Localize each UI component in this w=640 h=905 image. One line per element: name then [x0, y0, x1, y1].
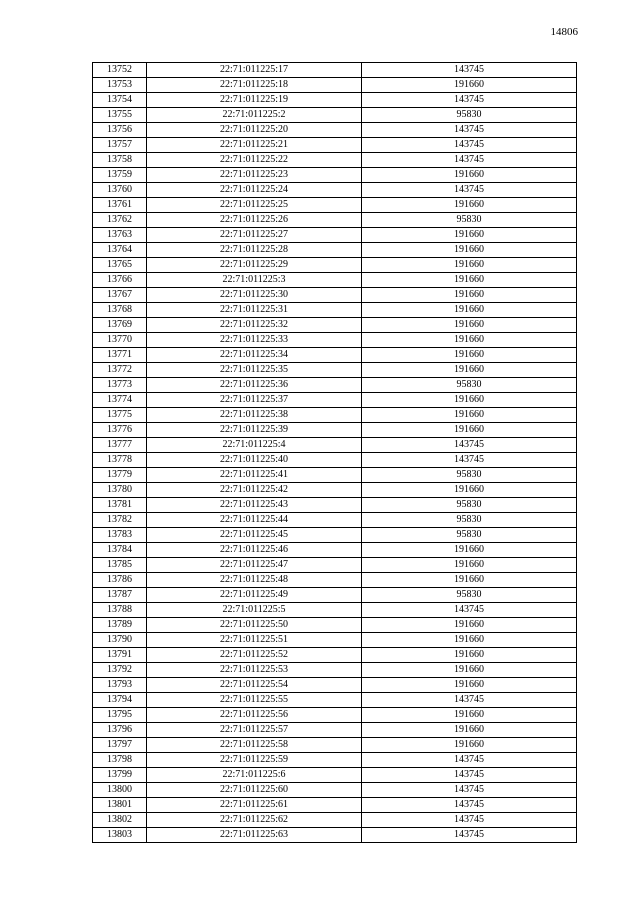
- row-number-cell: 13767: [93, 288, 147, 303]
- cadastral-number-cell: 22:71:011225:5: [147, 603, 362, 618]
- cadastral-number-cell: 22:71:011225:20: [147, 123, 362, 138]
- table-row: [93, 438, 577, 453]
- row-number-cell: 13761: [93, 198, 147, 213]
- cadastral-number-cell: 22:71:011225:58: [147, 738, 362, 753]
- table-row: [93, 513, 577, 528]
- cadastral-number-cell: 22:71:011225:4: [147, 438, 362, 453]
- cadastral-number-cell: 22:71:011225:36: [147, 378, 362, 393]
- row-number-cell: 13787: [93, 588, 147, 603]
- table-row: [93, 483, 577, 498]
- table-row: [93, 348, 577, 363]
- table-row: [93, 783, 577, 798]
- row-number-cell: 13770: [93, 333, 147, 348]
- table-row: [93, 708, 577, 723]
- cadastral-number-cell: 22:71:011225:40: [147, 453, 362, 468]
- table-row: [93, 558, 577, 573]
- cadastral-number-cell: 22:71:011225:50: [147, 618, 362, 633]
- cadastral-number-cell: 22:71:011225:52: [147, 648, 362, 663]
- table-row: [93, 753, 577, 768]
- cadastral-number-cell: 22:71:011225:56: [147, 708, 362, 723]
- cadastral-number-cell: 22:71:011225:19: [147, 93, 362, 108]
- table-row: [93, 543, 577, 558]
- value-cell: 191660: [362, 288, 577, 303]
- cadastral-number-cell: 22:71:011225:45: [147, 528, 362, 543]
- table-row: [93, 273, 577, 288]
- table-row: [93, 738, 577, 753]
- row-number-cell: 13765: [93, 258, 147, 273]
- table-row: [93, 648, 577, 663]
- page-number: 14806: [550, 26, 578, 38]
- cadastral-number-cell: 22:71:011225:3: [147, 273, 362, 288]
- cadastral-number-cell: 22:71:011225:43: [147, 498, 362, 513]
- table-row: [93, 183, 577, 198]
- cadastral-number-cell: 22:71:011225:33: [147, 333, 362, 348]
- row-number-cell: 13775: [93, 408, 147, 423]
- row-number-cell: 13778: [93, 453, 147, 468]
- row-number-cell: 13783: [93, 528, 147, 543]
- value-cell: 143745: [362, 783, 577, 798]
- table-row: [93, 798, 577, 813]
- table-row: [93, 303, 577, 318]
- row-number-cell: 13792: [93, 663, 147, 678]
- value-cell: 191660: [362, 363, 577, 378]
- value-cell: 143745: [362, 438, 577, 453]
- cadastral-number-cell: 22:71:011225:29: [147, 258, 362, 273]
- row-number-cell: 13774: [93, 393, 147, 408]
- value-cell: 95830: [362, 498, 577, 513]
- cadastral-number-cell: 22:71:011225:27: [147, 228, 362, 243]
- table-row: [93, 378, 577, 393]
- row-number-cell: 13780: [93, 483, 147, 498]
- table-row: [93, 228, 577, 243]
- value-cell: 191660: [362, 738, 577, 753]
- row-number-cell: 13776: [93, 423, 147, 438]
- row-number-cell: 13791: [93, 648, 147, 663]
- value-cell: 143745: [362, 753, 577, 768]
- value-cell: 95830: [362, 528, 577, 543]
- row-number-cell: 13797: [93, 738, 147, 753]
- value-cell: 191660: [362, 258, 577, 273]
- cadastral-number-cell: 22:71:011225:39: [147, 423, 362, 438]
- value-cell: 143745: [362, 693, 577, 708]
- value-cell: 143745: [362, 828, 577, 843]
- cadastral-number-cell: 22:71:011225:51: [147, 633, 362, 648]
- value-cell: 191660: [362, 648, 577, 663]
- value-cell: 95830: [362, 378, 577, 393]
- table-row: [93, 198, 577, 213]
- value-cell: 191660: [362, 633, 577, 648]
- table-row: [93, 258, 577, 273]
- table-row: [93, 138, 577, 153]
- table-row: [93, 588, 577, 603]
- table-row: [93, 663, 577, 678]
- table-row: [93, 828, 577, 843]
- value-cell: 191660: [362, 348, 577, 363]
- row-number-cell: 13773: [93, 378, 147, 393]
- cadastral-number-cell: 22:71:011225:22: [147, 153, 362, 168]
- table-row: [93, 153, 577, 168]
- value-cell: 143745: [362, 153, 577, 168]
- cadastral-number-cell: 22:71:011225:48: [147, 573, 362, 588]
- table-row: [93, 168, 577, 183]
- value-cell: 191660: [362, 678, 577, 693]
- value-cell: 191660: [362, 393, 577, 408]
- cadastral-number-cell: 22:71:011225:35: [147, 363, 362, 378]
- value-cell: 95830: [362, 588, 577, 603]
- value-cell: 95830: [362, 513, 577, 528]
- cadastral-number-cell: 22:71:011225:44: [147, 513, 362, 528]
- table-row: [93, 213, 577, 228]
- table-row: [93, 78, 577, 93]
- row-number-cell: 13784: [93, 543, 147, 558]
- cadastral-number-cell: 22:71:011225:26: [147, 213, 362, 228]
- value-cell: 191660: [362, 78, 577, 93]
- cadastral-number-cell: 22:71:011225:57: [147, 723, 362, 738]
- value-cell: 143745: [362, 123, 577, 138]
- value-cell: 191660: [362, 243, 577, 258]
- value-cell: 143745: [362, 183, 577, 198]
- row-number-cell: 13800: [93, 783, 147, 798]
- table-row: [93, 468, 577, 483]
- value-cell: 95830: [362, 213, 577, 228]
- table-row: [93, 603, 577, 618]
- row-number-cell: 13772: [93, 363, 147, 378]
- row-number-cell: 13759: [93, 168, 147, 183]
- value-cell: 143745: [362, 798, 577, 813]
- table-row: [93, 768, 577, 783]
- value-cell: 191660: [362, 333, 577, 348]
- table-row: [93, 813, 577, 828]
- cadastral-number-cell: 22:71:011225:30: [147, 288, 362, 303]
- cadastral-number-cell: 22:71:011225:23: [147, 168, 362, 183]
- value-cell: 143745: [362, 138, 577, 153]
- value-cell: 191660: [362, 228, 577, 243]
- table-row: [93, 633, 577, 648]
- cadastral-number-cell: 22:71:011225:59: [147, 753, 362, 768]
- row-number-cell: 13752: [93, 63, 147, 78]
- cadastral-number-cell: 22:71:011225:31: [147, 303, 362, 318]
- row-number-cell: 13763: [93, 228, 147, 243]
- table-row: [93, 678, 577, 693]
- row-number-cell: 13754: [93, 93, 147, 108]
- row-number-cell: 13802: [93, 813, 147, 828]
- row-number-cell: 13762: [93, 213, 147, 228]
- table-body: [93, 63, 577, 843]
- cadastral-number-cell: 22:71:011225:63: [147, 828, 362, 843]
- row-number-cell: 13796: [93, 723, 147, 738]
- cadastral-number-cell: 22:71:011225:25: [147, 198, 362, 213]
- data-table: [92, 62, 577, 843]
- row-number-cell: 13790: [93, 633, 147, 648]
- cadastral-number-cell: 22:71:011225:38: [147, 408, 362, 423]
- cadastral-number-cell: 22:71:011225:21: [147, 138, 362, 153]
- cadastral-number-cell: 22:71:011225:46: [147, 543, 362, 558]
- row-number-cell: 13798: [93, 753, 147, 768]
- row-number-cell: 13764: [93, 243, 147, 258]
- value-cell: 191660: [362, 168, 577, 183]
- value-cell: 143745: [362, 813, 577, 828]
- cadastral-number-cell: 22:71:011225:32: [147, 318, 362, 333]
- row-number-cell: 13795: [93, 708, 147, 723]
- value-cell: 191660: [362, 273, 577, 288]
- cadastral-number-cell: 22:71:011225:37: [147, 393, 362, 408]
- row-number-cell: 13771: [93, 348, 147, 363]
- table-row: [93, 108, 577, 123]
- value-cell: 191660: [362, 708, 577, 723]
- row-number-cell: 13803: [93, 828, 147, 843]
- cadastral-number-cell: 22:71:011225:54: [147, 678, 362, 693]
- row-number-cell: 13793: [93, 678, 147, 693]
- value-cell: 191660: [362, 318, 577, 333]
- value-cell: 191660: [362, 423, 577, 438]
- value-cell: 95830: [362, 468, 577, 483]
- table-row: [93, 93, 577, 108]
- table-row: [93, 243, 577, 258]
- cadastral-number-cell: 22:71:011225:42: [147, 483, 362, 498]
- cadastral-number-cell: 22:71:011225:41: [147, 468, 362, 483]
- row-number-cell: 13785: [93, 558, 147, 573]
- value-cell: 191660: [362, 723, 577, 738]
- cadastral-number-cell: 22:71:011225:28: [147, 243, 362, 258]
- row-number-cell: 13768: [93, 303, 147, 318]
- row-number-cell: 13777: [93, 438, 147, 453]
- value-cell: 191660: [362, 408, 577, 423]
- table-row: [93, 723, 577, 738]
- table-row: [93, 408, 577, 423]
- cadastral-number-cell: 22:71:011225:18: [147, 78, 362, 93]
- row-number-cell: 13755: [93, 108, 147, 123]
- row-number-cell: 13794: [93, 693, 147, 708]
- cadastral-number-cell: 22:71:011225:34: [147, 348, 362, 363]
- table-row: [93, 288, 577, 303]
- table-row: [93, 498, 577, 513]
- cadastral-number-cell: 22:71:011225:17: [147, 63, 362, 78]
- row-number-cell: 13766: [93, 273, 147, 288]
- row-number-cell: 13769: [93, 318, 147, 333]
- value-cell: 143745: [362, 603, 577, 618]
- value-cell: 191660: [362, 663, 577, 678]
- value-cell: 143745: [362, 768, 577, 783]
- cadastral-number-cell: 22:71:011225:53: [147, 663, 362, 678]
- value-cell: 191660: [362, 573, 577, 588]
- value-cell: 191660: [362, 618, 577, 633]
- cadastral-number-cell: 22:71:011225:55: [147, 693, 362, 708]
- value-cell: 191660: [362, 483, 577, 498]
- cadastral-number-cell: 22:71:011225:61: [147, 798, 362, 813]
- value-cell: 143745: [362, 453, 577, 468]
- row-number-cell: 13786: [93, 573, 147, 588]
- cadastral-number-cell: 22:71:011225:2: [147, 108, 362, 123]
- value-cell: 95830: [362, 108, 577, 123]
- value-cell: 191660: [362, 558, 577, 573]
- table-row: [93, 318, 577, 333]
- value-cell: 191660: [362, 543, 577, 558]
- value-cell: 191660: [362, 198, 577, 213]
- row-number-cell: 13760: [93, 183, 147, 198]
- table-row: [93, 423, 577, 438]
- value-cell: 143745: [362, 93, 577, 108]
- row-number-cell: 13788: [93, 603, 147, 618]
- value-cell: 143745: [362, 63, 577, 78]
- cadastral-number-cell: 22:71:011225:47: [147, 558, 362, 573]
- value-cell: 191660: [362, 303, 577, 318]
- table-row: [93, 693, 577, 708]
- cadastral-number-cell: 22:71:011225:49: [147, 588, 362, 603]
- row-number-cell: 13801: [93, 798, 147, 813]
- table-row: [93, 528, 577, 543]
- row-number-cell: 13757: [93, 138, 147, 153]
- cadastral-number-cell: 22:71:011225:24: [147, 183, 362, 198]
- cadastral-number-cell: 22:71:011225:60: [147, 783, 362, 798]
- row-number-cell: 13756: [93, 123, 147, 138]
- table-row: [93, 618, 577, 633]
- table-row: [93, 363, 577, 378]
- cadastral-number-cell: 22:71:011225:6: [147, 768, 362, 783]
- row-number-cell: 13782: [93, 513, 147, 528]
- table-row: [93, 453, 577, 468]
- table-row: [93, 123, 577, 138]
- row-number-cell: 13779: [93, 468, 147, 483]
- row-number-cell: 13799: [93, 768, 147, 783]
- cadastral-number-cell: 22:71:011225:62: [147, 813, 362, 828]
- table-row: [93, 63, 577, 78]
- table-row: [93, 573, 577, 588]
- row-number-cell: 13789: [93, 618, 147, 633]
- row-number-cell: 13781: [93, 498, 147, 513]
- row-number-cell: 13758: [93, 153, 147, 168]
- table-row: [93, 393, 577, 408]
- row-number-cell: 13753: [93, 78, 147, 93]
- table-row: [93, 333, 577, 348]
